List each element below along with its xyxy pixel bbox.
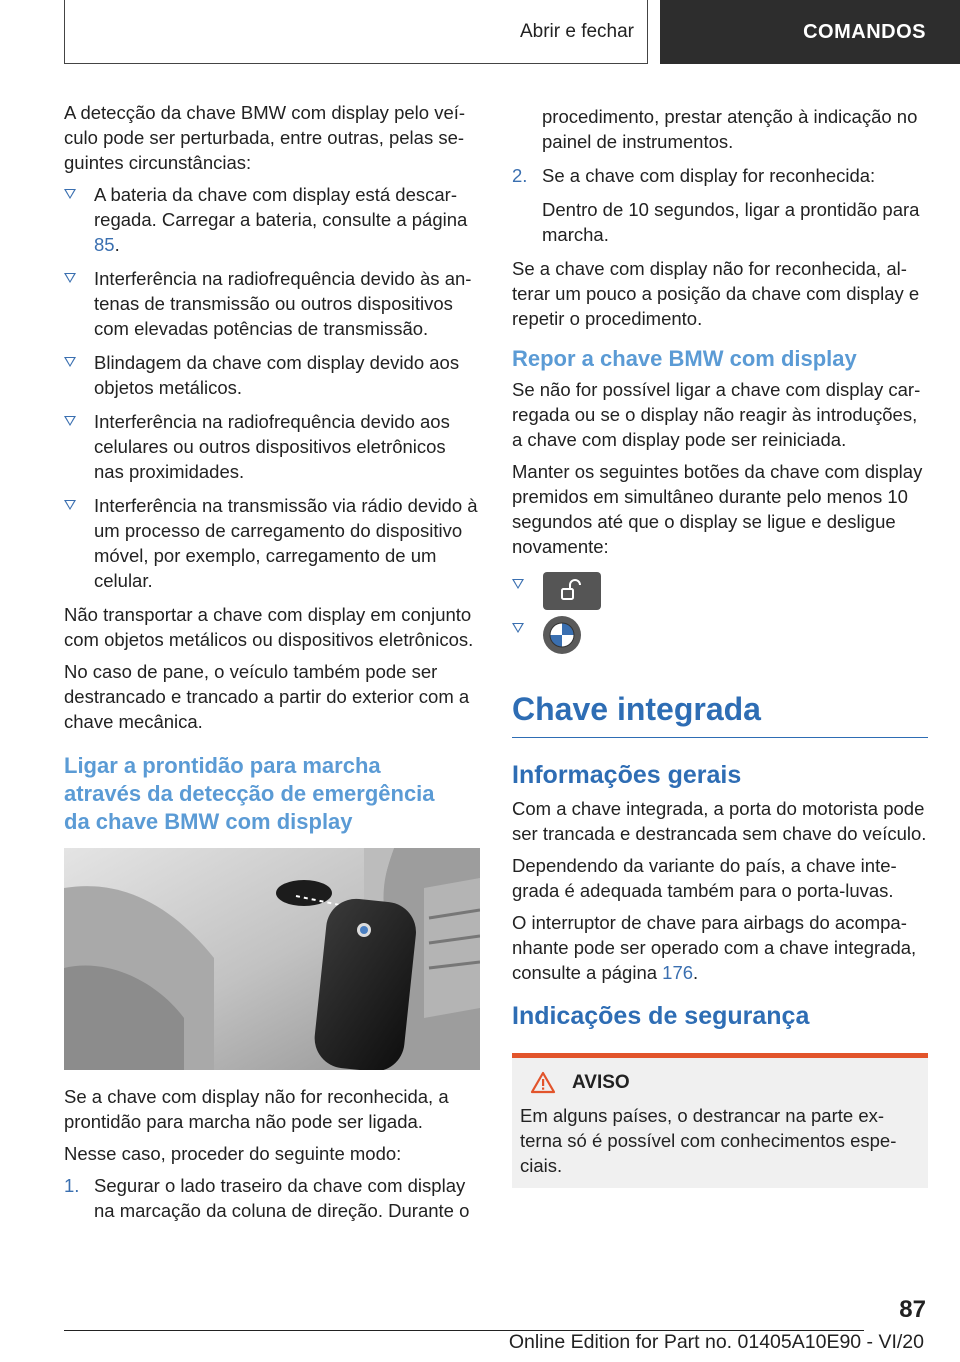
paragraph: Com a chave integrada, a porta do motorista pode ser trancada e destrancada sem chave do veículo.	[512, 798, 927, 844]
step-text: Segurar o lado traseiro da chave com display na marcação da coluna de direção. Durante o	[94, 1175, 470, 1221]
list-item	[64, 493, 480, 593]
procedure-list-continued	[512, 163, 928, 188]
list-item	[64, 1173, 480, 1223]
warning-triangle-icon	[530, 1071, 556, 1094]
triangle-bullet-icon	[64, 500, 76, 510]
unlock-button-icon	[542, 571, 602, 611]
key-button-item	[512, 571, 928, 615]
section-heading-reset-key: Repor a chave BMW com display	[512, 346, 857, 371]
intro-paragraph: A detecção da chave BMW com display pelo veículo pode ser perturbada, entre outras, pelas seguintes circunstâncias:	[64, 102, 466, 173]
list-item	[64, 409, 480, 484]
bmw-logo-icon	[542, 615, 582, 655]
step-continuation: procedimento, prestar atenção à indicação no painel de instrumentos.	[542, 106, 918, 152]
step-number: 2.	[512, 165, 528, 186]
header-chapter-tab: COMANDOS	[660, 0, 960, 64]
warning-box	[512, 1053, 928, 1188]
paragraph	[512, 910, 928, 985]
list-item-suffix: .	[114, 234, 120, 255]
left-column	[64, 100, 480, 1232]
section-heading-general-info: Informações gerais	[512, 761, 742, 789]
list-item-text: Interferência na transmissão via rádio devido à um processo de carregamento do dispositivo móvel, por exemplo, carregamento de um celular.	[94, 495, 478, 591]
footer-edition: Online Edition for Part no. 01405A10E90 - VI/20	[508, 1331, 924, 1353]
heading-line: da chave BMW com display	[64, 809, 353, 834]
triangle-bullet-icon	[64, 416, 76, 426]
list-item	[512, 163, 928, 188]
list-item-text: Blindagem da chave com display devido aos objetos metálicos.	[94, 352, 460, 398]
step-detail: Dentro de 10 segundos, ligar a prontidão para marcha.	[542, 199, 920, 245]
right-column	[512, 104, 928, 1188]
procedure-list	[64, 1173, 480, 1223]
paragraph: Se não for possível ligar a chave com display carregada ou se o display não reagir às introduções, a chave com display pode ser reiniciada.	[512, 379, 921, 450]
section-heading-emergency-detection	[64, 752, 480, 836]
step-text: Se a chave com display for reconhecida:	[542, 165, 876, 186]
chapter-heading-integrated-key: Chave integrada	[512, 689, 928, 738]
steering-column-key-photo	[64, 848, 480, 1070]
page-link[interactable]: 85	[94, 234, 115, 255]
section-heading-safety: Indicações de segurança	[512, 1002, 810, 1030]
heading-line: através da detecção de emergência	[64, 781, 435, 806]
step-number: 1.	[64, 1175, 80, 1196]
warning-text: Em alguns países, o destrancar na parte externa só é possível com conhecimentos especiais.	[520, 1105, 897, 1176]
triangle-bullet-icon	[512, 579, 524, 589]
key-button-item	[512, 615, 928, 659]
list-item-text: Interferência na radiofrequência devido às antenas de transmissão ou outros dispositivos com elevadas potências de transmissão.	[94, 268, 472, 339]
paragraph: Não transportar a chave com display em conjunto com objetos metálicos ou dispositivos eletrônicos.	[64, 604, 474, 650]
heading-line: Ligar a prontidão para marcha	[64, 753, 381, 778]
list-item-text: Interferência na radiofrequência devido aos celulares ou outros dispositivos eletrônicos nas proximidades.	[94, 411, 450, 482]
paragraph: Nesse caso, proceder do seguinte modo:	[64, 1143, 402, 1164]
paragraph: Se a chave com display não for reconhecida, alterar um pouco a posição da chave com display e repetir o procedimento.	[512, 258, 920, 329]
paragraph: Dependendo da variante do país, a chave integrada é adequada também para o porta-luvas.	[512, 855, 897, 901]
page-number: 87	[899, 1296, 926, 1323]
paragraph: No caso de pane, o veículo também pode ser destrancado e trancado a partir do exterior com a chave mecânica.	[64, 661, 470, 732]
interference-list	[64, 182, 480, 593]
page-link[interactable]: 176	[662, 962, 694, 983]
triangle-bullet-icon	[64, 189, 76, 199]
paragraph: Se a chave com display não for reconhecida, a prontidão para marcha não pode ser ligada.	[64, 1086, 449, 1132]
list-item	[64, 266, 480, 341]
paragraph-text: O interruptor de chave para airbags do acompanhante pode ser operado com a chave integrada, consulte a página	[512, 912, 917, 983]
triangle-bullet-icon	[512, 623, 524, 633]
header-section-title: Abrir e fechar	[519, 21, 634, 42]
list-item	[64, 350, 480, 400]
paragraph-suffix: .	[693, 962, 699, 983]
triangle-bullet-icon	[64, 273, 76, 283]
paragraph: Manter os seguintes botões da chave com display premidos em simultâneo durante pelo menos 10 segundos até que o display se ligue e desligue novamente:	[512, 461, 923, 557]
warning-label: AVISO	[572, 1072, 630, 1093]
triangle-bullet-icon	[64, 357, 76, 367]
list-item	[64, 182, 480, 257]
key-photo-illustration	[64, 848, 480, 1070]
warning-title	[530, 1070, 920, 1095]
list-item-text: A bateria da chave com display está descarregada. Carregar a bateria, consulte a página	[94, 184, 468, 230]
